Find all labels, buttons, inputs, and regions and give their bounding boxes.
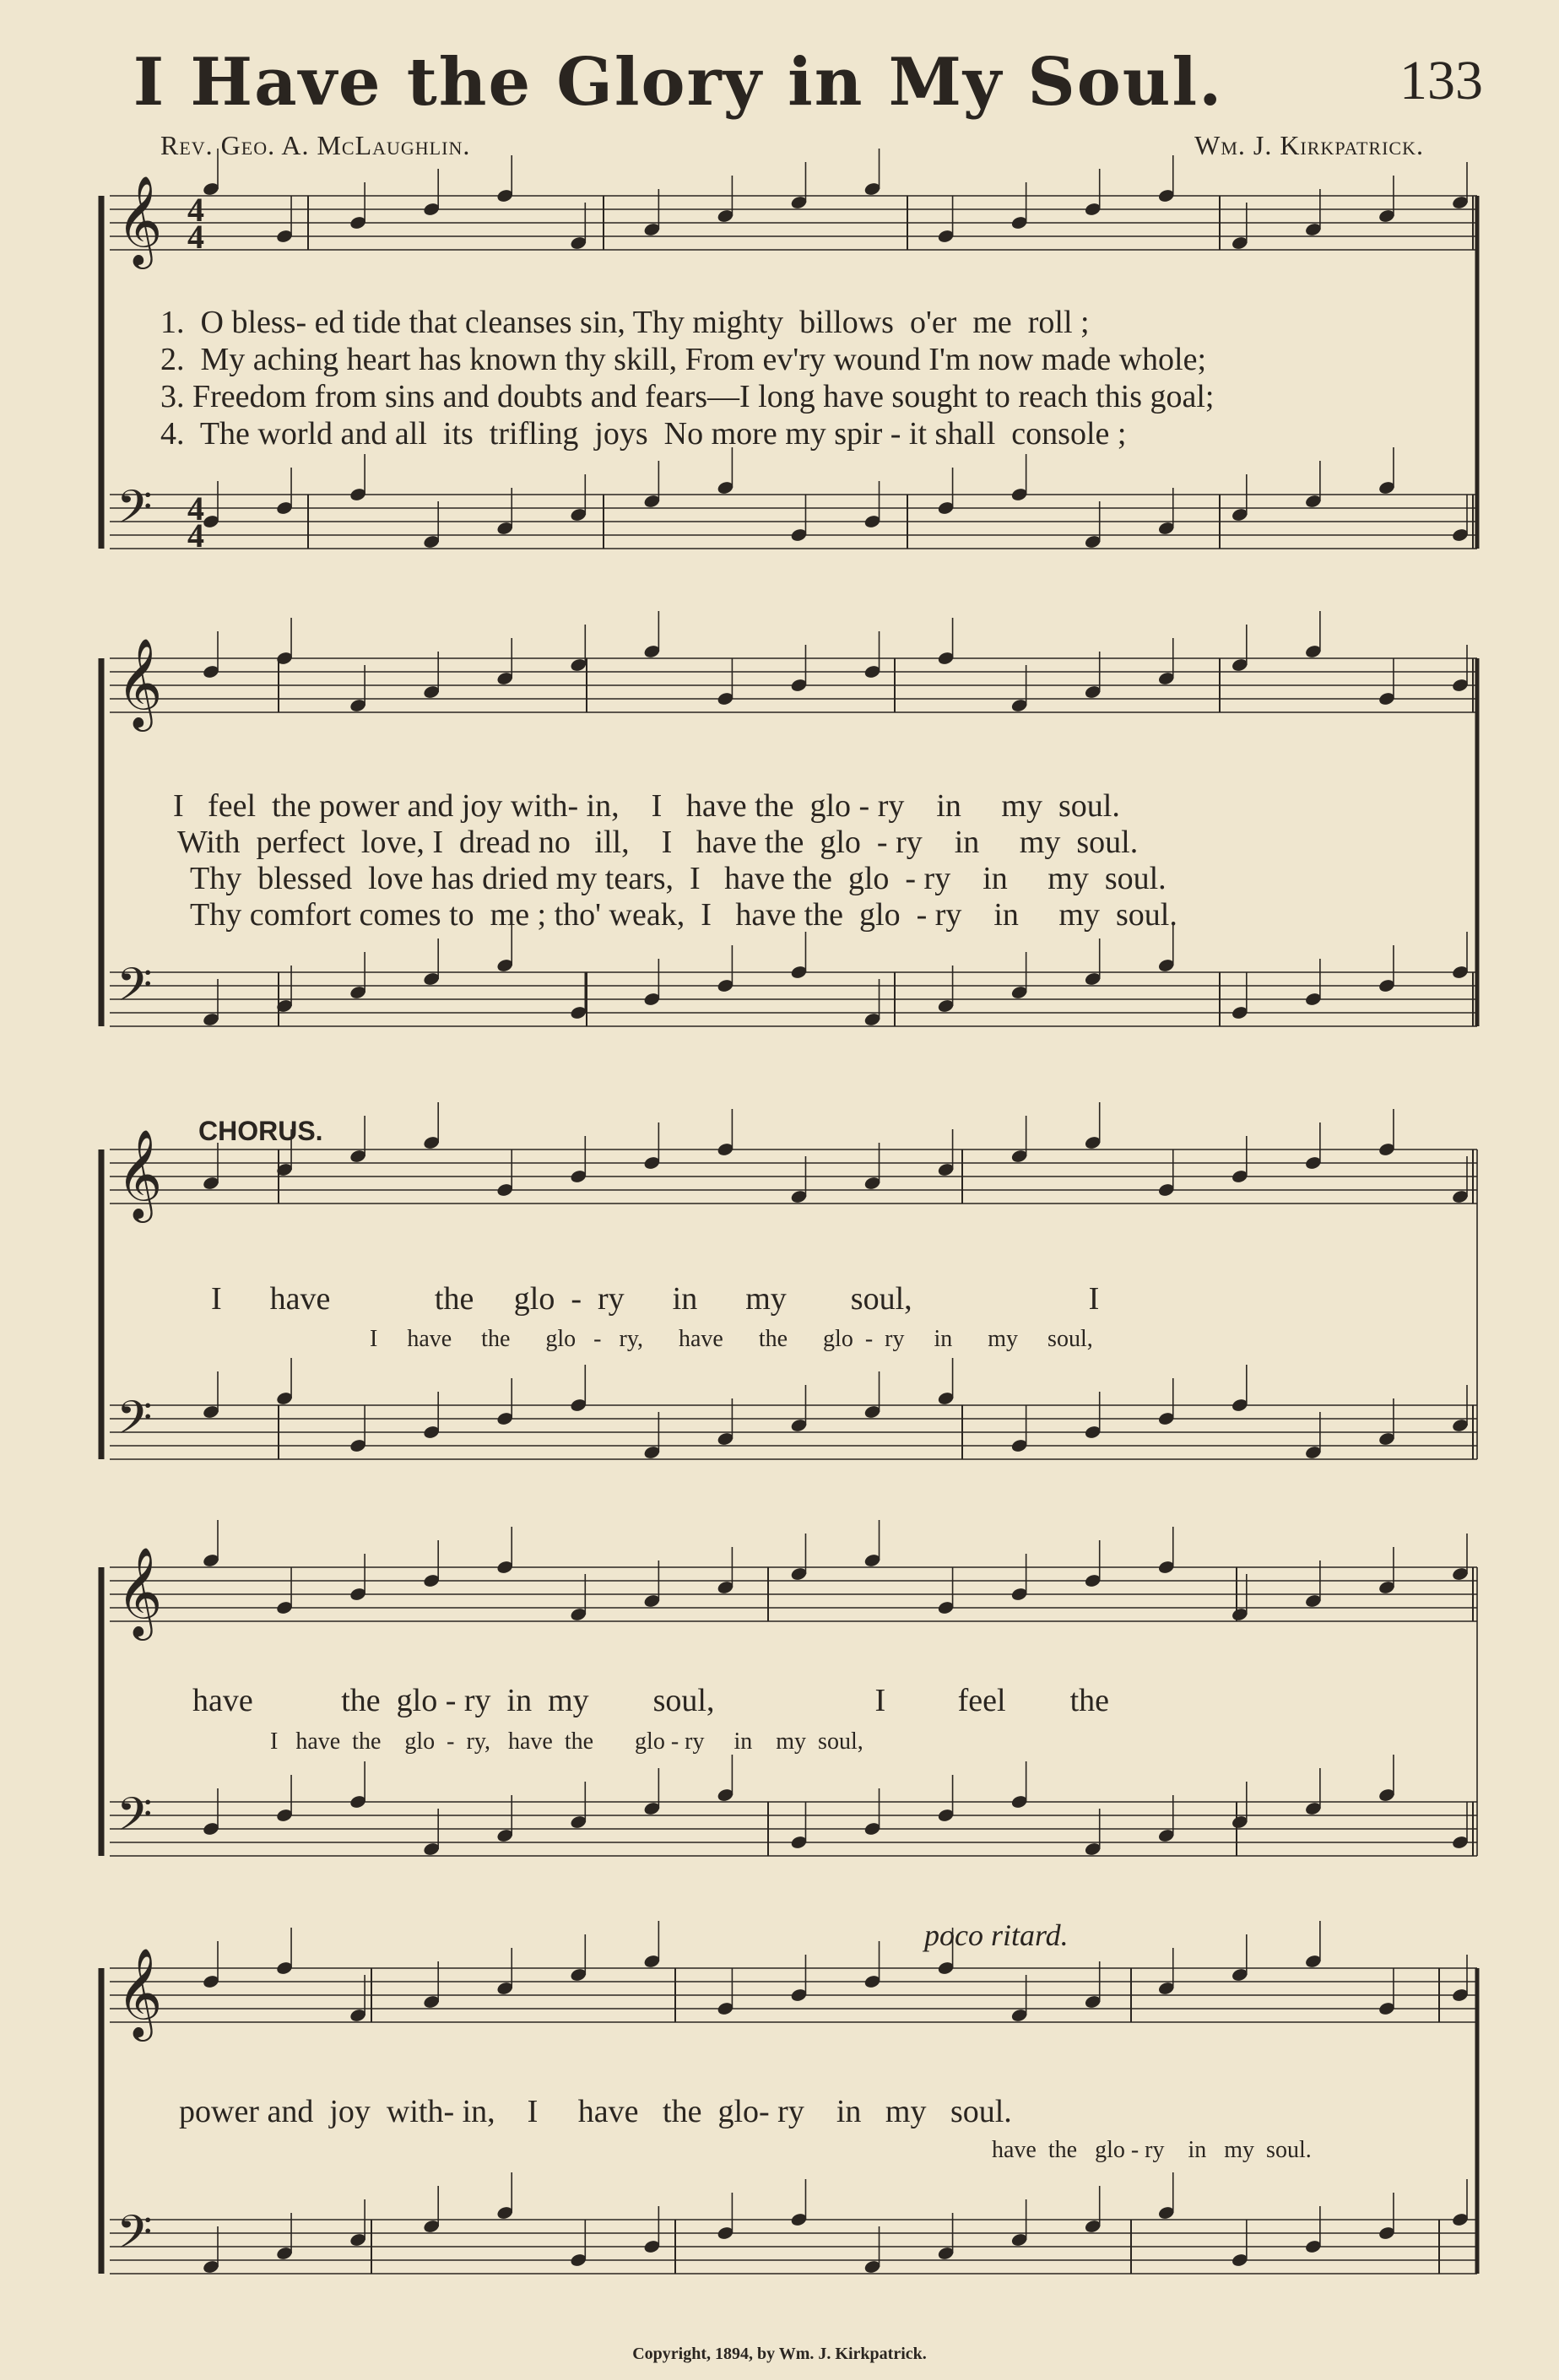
copyright-notice: Copyright, 1894, by Wm. J. Kirkpatrick. — [632, 2345, 927, 2363]
chorus-label: CHORUS. — [198, 1116, 323, 1146]
treble-clef: 𝄞 — [116, 1947, 163, 2037]
bass-clef: 𝄢 — [116, 1788, 153, 1853]
refrain-line-2: With perfect love, I dread no ill, I have the glo - ry in my soul. — [177, 825, 1139, 860]
time-signature-bottom: 4 — [187, 218, 204, 256]
verse-4: 4. The world and all its trifling joys No more my spir - it shall console ; — [160, 416, 1127, 452]
hymn-title: I Have the Glory in My Soul. — [133, 44, 1224, 121]
composer-credit: Wm. J. Kirkpatrick. — [1194, 130, 1424, 160]
refrain-line-1: I feel the power and joy with- in, I have the glo - ry in my soul. — [173, 788, 1120, 824]
time-signature-top: 4 — [187, 191, 204, 229]
chorus-line-3-alto: have the glo - ry in my soul. — [992, 2137, 1312, 2163]
bass-clef: 𝄢 — [116, 2205, 153, 2270]
treble-clef: 𝄞 — [116, 1546, 163, 1636]
chorus-line-3: power and joy with- in, I have the glo- ry in my soul. — [179, 2094, 1012, 2129]
lyricist-credit: Rev. Geo. A. McLaughlin. — [160, 130, 471, 160]
bass-clef: 𝄢 — [116, 958, 153, 1023]
page-number: 133 — [1399, 50, 1483, 111]
chorus-line-2: have the glo - ry in my soul, I feel the — [192, 1683, 1110, 1718]
bass-clef: 𝄢 — [116, 480, 153, 545]
verse-2: 2. My aching heart has known thy skill, From ev'ry wound I'm now made whole; — [160, 342, 1207, 377]
treble-clef: 𝄞 — [116, 637, 163, 728]
time-signature-top: 4 — [187, 490, 204, 527]
time-signature-bottom: 4 — [187, 517, 204, 554]
verse-1: 1. O bless- ed tide that cleanses sin, Thy mighty billows o'er me roll ; — [160, 305, 1090, 340]
refrain-line-3: Thy blessed love has dried my tears, I have the glo - ry in my soul. — [190, 861, 1167, 896]
tempo-marking: poco ritard. — [924, 1918, 1069, 1952]
refrain-line-4: Thy comfort comes to me ; tho' weak, I have the glo - ry in my soul. — [190, 897, 1177, 933]
bass-clef: 𝄢 — [116, 1391, 153, 1456]
treble-clef: 𝄞 — [116, 1128, 163, 1219]
treble-clef: 𝄞 — [116, 175, 163, 265]
chorus-line-2-alto: I have the glo - ry, have the glo - ry in my soul, — [270, 1728, 863, 1755]
verse-3: 3. Freedom from sins and doubts and fears—I long have sought to reach this goal; — [160, 379, 1215, 414]
chorus-line-1: I have the glo - ry in my soul, I — [211, 1281, 1100, 1317]
chorus-line-1-alto: I have the glo - ry, have the glo - ry in my soul, — [370, 1326, 1093, 1352]
